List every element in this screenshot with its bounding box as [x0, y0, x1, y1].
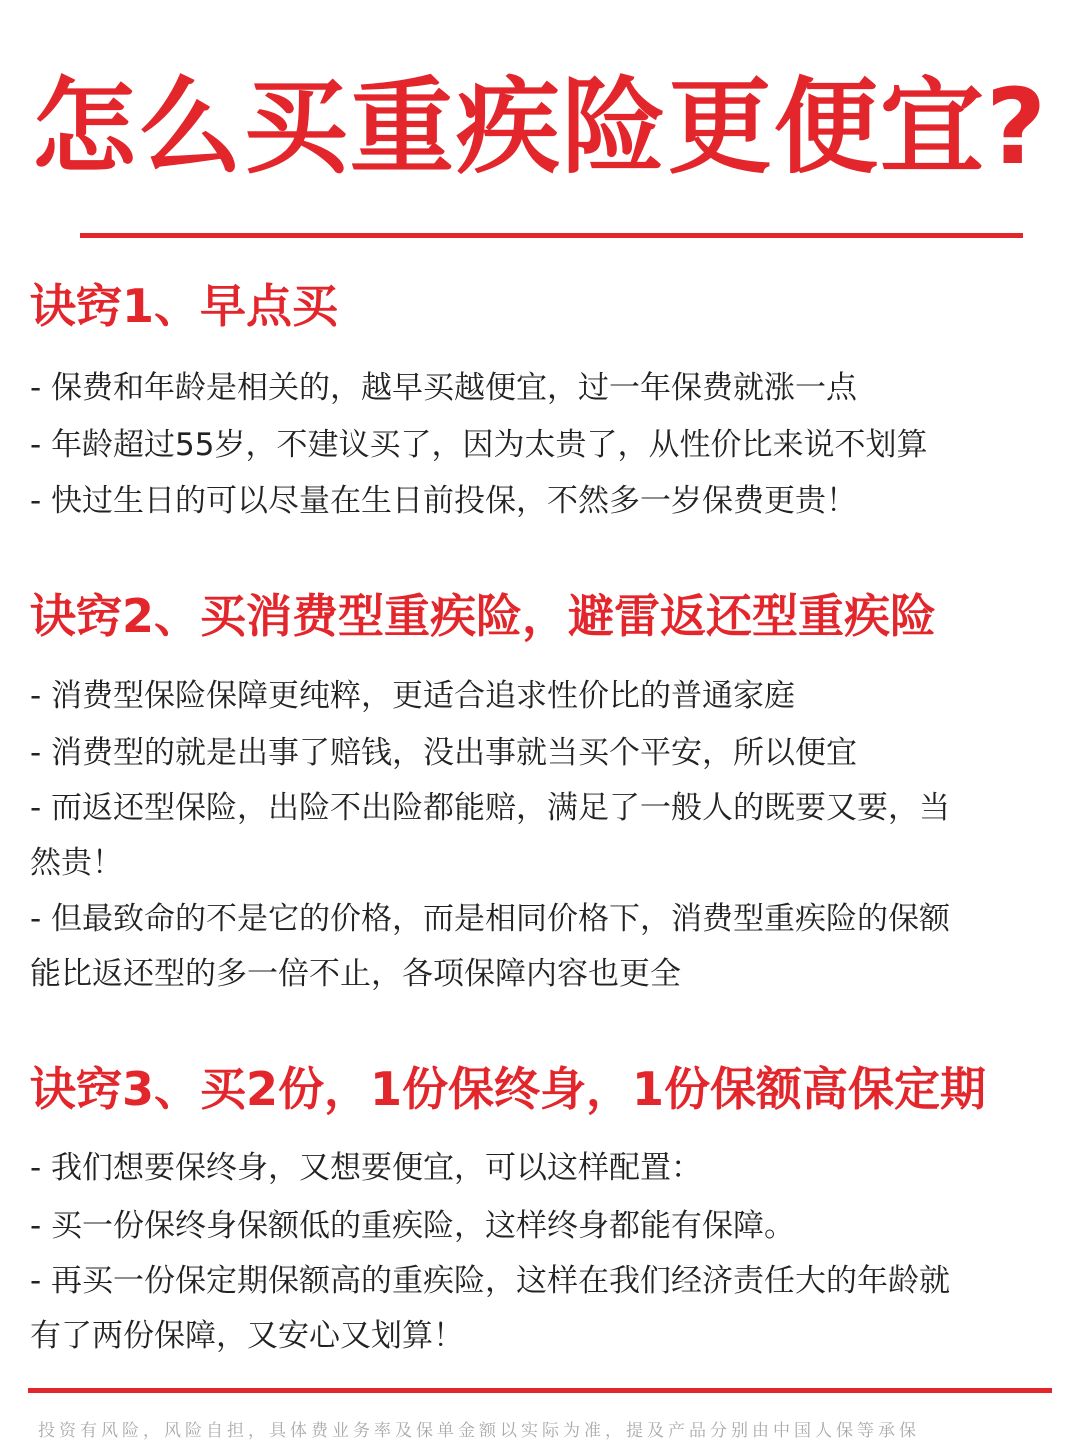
- section-1-line-3: - 快过生日的可以尽量在生日前投保，不然多一岁保费更贵！: [30, 483, 858, 519]
- section-3-line-4: 有了两份保障，又安心又划算！: [30, 1318, 464, 1354]
- section-2-heading: 诀窍2、买消费型重疾险，避雷返还型重疾险: [30, 589, 937, 643]
- section-2-line-5: - 但最致命的不是它的价格，而是相同价格下，消费型重疾险的保额: [30, 901, 951, 937]
- disclaimer-text: 投资有风险，风险自担，具体费业务率及保单金额以实际为准，提及产品分别由中国人保等承保: [38, 1421, 920, 1441]
- section-3-heading: 诀窍3、买2份，1份保终身，1份保额高保定期: [30, 1062, 987, 1116]
- section-1-line-2: - 年龄超过55岁，不建议买了，因为太贵了，从性价比来说不划算: [30, 427, 928, 463]
- section-3-line-2: - 买一份保终身保额低的重疾险，这样终身都能有保障。: [30, 1208, 796, 1244]
- section-2-line-1: - 消费型保险保障更纯粹，更适合追求性价比的普通家庭: [30, 678, 796, 714]
- section-3-line-3: - 再买一份保定期保额高的重疾险，这样在我们经济责任大的年龄就: [30, 1263, 951, 1299]
- section-2-line-2: - 消费型的就是出事了赔钱，没出事就当买个平安，所以便宜: [30, 735, 858, 771]
- section-1-line-1: - 保费和年龄是相关的，越早买越便宜，过一年保费就涨一点: [30, 370, 858, 406]
- section-2-line-3: - 而返还型保险，出险不出险都能赔，满足了一般人的既要又要，当: [30, 790, 951, 826]
- page-title: 怎么买重疾险更便宜?: [31, 66, 1049, 188]
- section-2-line-6: 能比返还型的多一倍不止，各项保障内容也更全: [30, 956, 681, 992]
- section-1-heading: 诀窍1、早点买: [30, 279, 339, 333]
- section-2-line-4: 然贵！: [30, 845, 123, 881]
- footer-divider: [28, 1388, 1052, 1393]
- section-3-line-1: - 我们想要保终身，又想要便宜，可以这样配置：: [30, 1150, 703, 1186]
- title-underline: [80, 233, 1023, 238]
